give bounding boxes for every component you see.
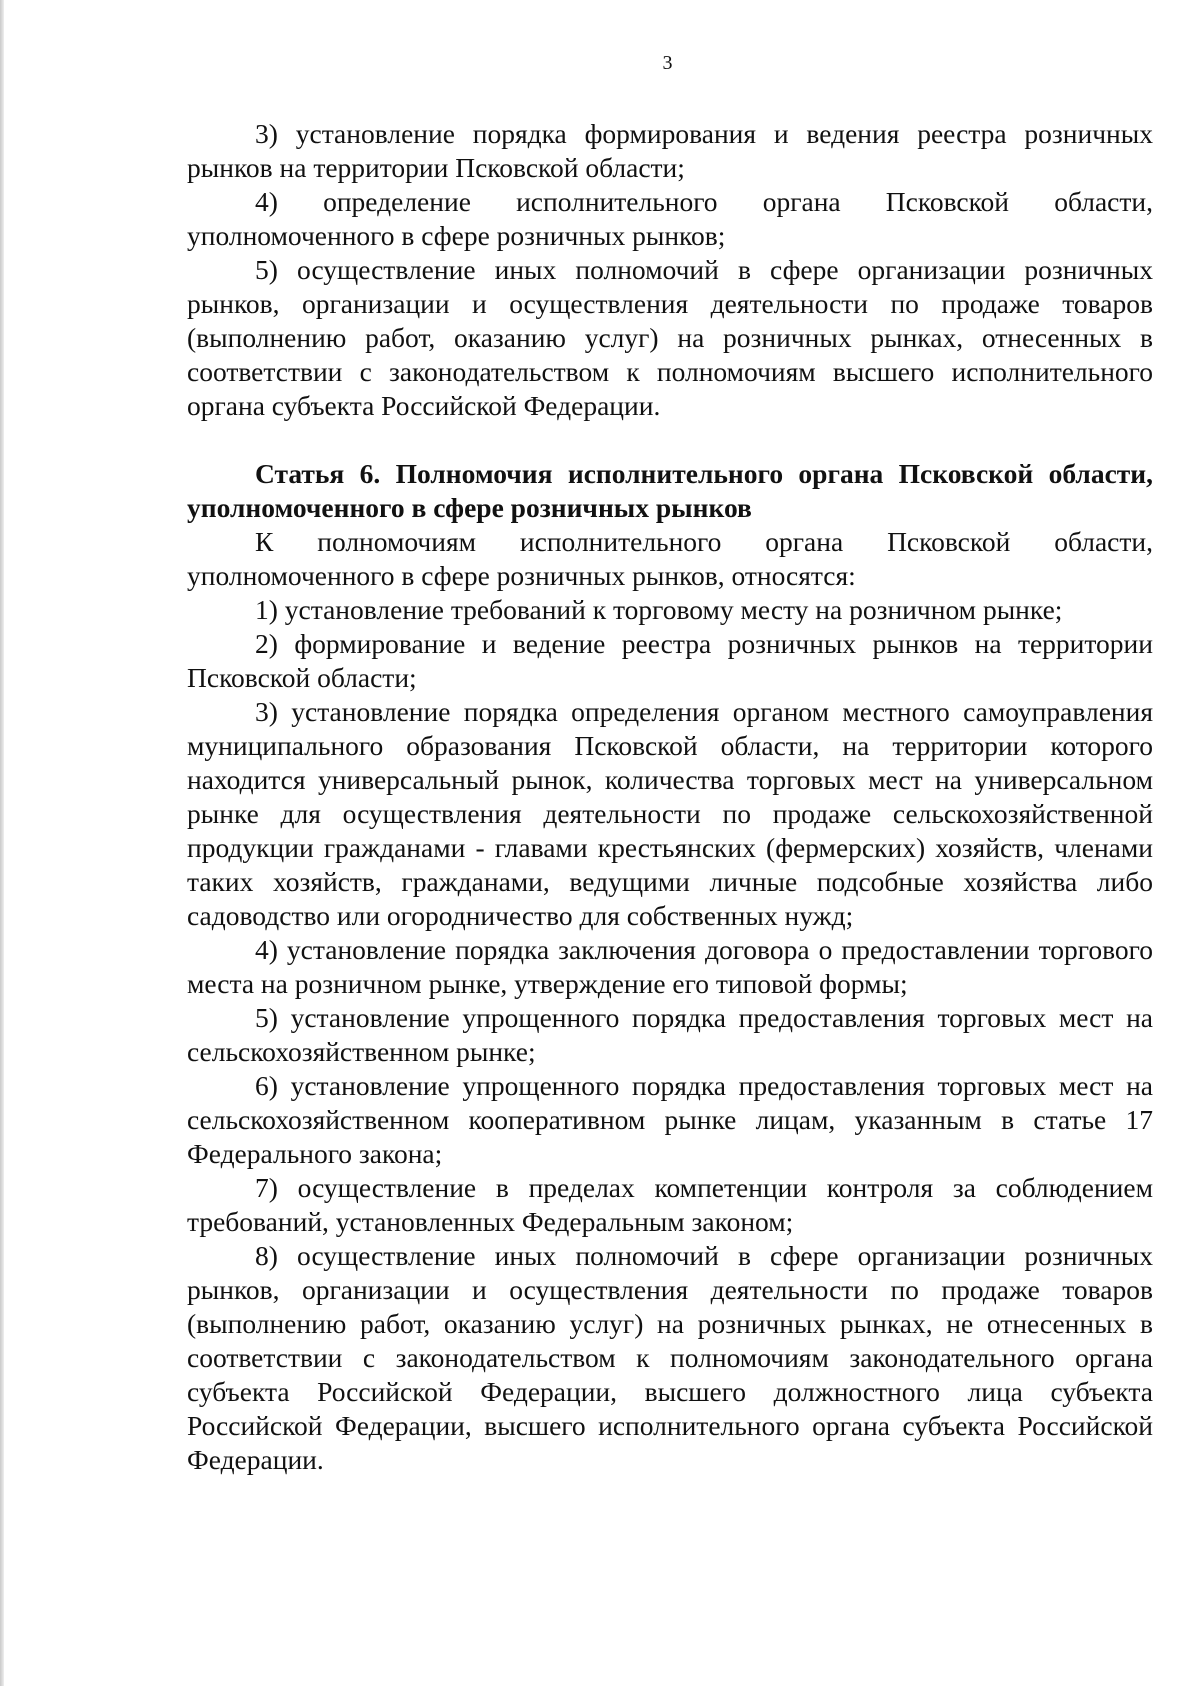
document-body bbox=[187, 117, 1153, 1477]
paragraph-item-4-executive-body: 4) определение исполнительного органа Псковской области, уполномоченного в сфере розничных рынков; bbox=[187, 186, 1153, 251]
article-6-item-7: 7) осуществление в пределах компетенции контроля за соблюдением требований, установленных Федеральным законом; bbox=[187, 1172, 1153, 1237]
article-6-item-1: 1) установление требований к торговому месту на розничном рынке; bbox=[255, 594, 1063, 625]
article-6-heading: Статья 6. Полномочия исполнительного органа Псковской области, уполномоченного в сфере розничных рынков bbox=[187, 458, 1153, 523]
article-6-item-8: 8) осуществление иных полномочий в сфере организации розничных рынков, организации и осуществления деятельности по продаже товаров (выполнению работ, оказанию услуг) на розничных рынках, не отнесенных в соответствии с законодательством к полномочиям законодательного органа субъекта Российской Федерации, высшего должностного лица субъекта Российской Федерации, высшего исполнительного органа субъекта Российской Федерации. bbox=[187, 1240, 1153, 1475]
paragraph-item-3-registry-order: 3) установление порядка формирования и ведения реестра розничных рынков на территории Псковской области; bbox=[187, 118, 1153, 183]
page-number: 3 bbox=[662, 52, 673, 74]
article-6-item-5: 5) установление упрощенного порядка предоставления торговых мест на сельскохозяйственном рынке; bbox=[187, 1002, 1153, 1067]
article-6-item-3: 3) установление порядка определения органом местного самоуправления муниципального образования Псковской области, на территории которого находится универсальный рынок, количества торговых мест на универсальном рынке для осуществления деятельности по продаже сельскохозяйственной продукции гражданами - главами крестьянских (фермерских) хозяйств, членами таких хозяйств, гражданами, ведущими личные подсобные хозяйства либо садоводство или огородничество для собственных нужд; bbox=[187, 696, 1153, 931]
article-6-item-2: 2) формирование и ведение реестра розничных рынков на территории Псковской области; bbox=[187, 628, 1153, 693]
article-6-item-4: 4) установление порядка заключения договора о предоставлении торгового места на розничном рынке, утверждение его типовой формы; bbox=[187, 934, 1153, 999]
scan-edge bbox=[0, 0, 4, 1686]
article-6-intro: К полномочиям исполнительного органа Псковской области, уполномоченного в сфере розничных рынков, относятся: bbox=[187, 526, 1153, 591]
paragraph-item-5-other-powers: 5) осуществление иных полномочий в сфере организации розничных рынков, организации и осуществления деятельности по продаже товаров (выполнению работ, оказанию услуг) на розничных рынках, отнесенных в соответствии с законодательством к полномочиям высшего исполнительного органа субъекта Российской Федерации. bbox=[187, 254, 1153, 421]
article-6-item-6: 6) установление упрощенного порядка предоставления торговых мест на сельскохозяйственном кооперативном рынке лицам, указанным в статье 17 Федерального закона; bbox=[187, 1070, 1153, 1169]
